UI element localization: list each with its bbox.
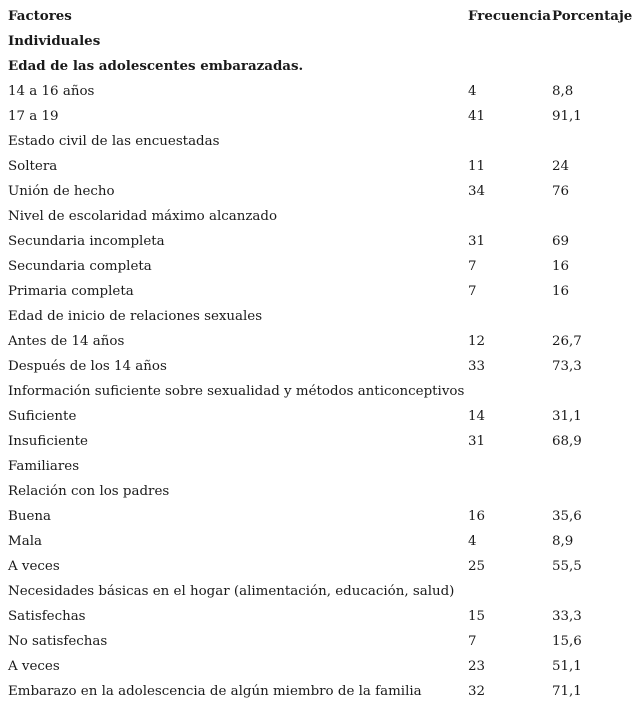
row-frequency: 34 [468, 184, 486, 199]
row-percent: 26,7 [552, 334, 582, 349]
table-row [0, 579, 636, 604]
row-label: Edad de inicio de relaciones sexuales [8, 309, 263, 324]
row-label: Unión de hecho [8, 184, 115, 199]
row-frequency: 14 [468, 409, 486, 424]
table-row [0, 479, 636, 504]
row-percent: 31,1 [552, 409, 582, 424]
table-row [0, 304, 636, 329]
row-label: Estado civil de las encuestadas [8, 134, 220, 149]
row-frequency: 11 [468, 159, 486, 174]
row-frequency: 16 [468, 509, 486, 524]
row-percent: 51,1 [552, 659, 582, 674]
row-label: Relación con los padres [8, 484, 170, 499]
table-row [0, 529, 636, 554]
table-header [0, 4, 636, 29]
row-label: Satisfechas [8, 609, 86, 624]
table-row [0, 129, 636, 154]
table-row [0, 229, 636, 254]
row-frequency: 7 [468, 259, 477, 274]
table-row [0, 54, 636, 79]
row-frequency: 25 [468, 559, 486, 574]
row-label: Buena [8, 509, 51, 524]
table-row [0, 404, 636, 429]
row-label: 14 a 16 años [8, 84, 95, 99]
table-row [0, 629, 636, 654]
table-row [0, 179, 636, 204]
table-row [0, 604, 636, 629]
row-frequency: 31 [468, 434, 486, 449]
row-label: Soltera [8, 159, 58, 174]
row-label: Suficiente [8, 409, 77, 424]
row-label: Mala [8, 534, 42, 549]
row-frequency: 15 [468, 609, 486, 624]
table-row [0, 554, 636, 579]
table-row [0, 654, 636, 679]
row-label: Necesidades básicas en el hogar (alimentación, educación, salud) [8, 584, 455, 599]
table-row [0, 29, 636, 54]
row-frequency: 7 [468, 284, 477, 299]
row-percent: 68,9 [552, 434, 582, 449]
row-label: A veces [8, 559, 60, 574]
row-percent: 15,6 [552, 634, 582, 649]
row-label: A veces [8, 659, 60, 674]
row-frequency: 12 [468, 334, 486, 349]
row-percent: 91,1 [552, 109, 582, 124]
table-row [0, 279, 636, 304]
row-label: Información suficiente sobre sexualidad y métodos anticonceptivos [8, 384, 465, 399]
row-percent: 69 [552, 234, 570, 249]
header-percent: Porcentaje [552, 8, 633, 24]
table-row [0, 79, 636, 104]
row-label: Familiares [8, 459, 80, 474]
factors-table [0, 4, 636, 704]
row-label: Secundaria incompleta [8, 234, 165, 249]
row-percent: 35,6 [552, 509, 582, 524]
row-percent: 76 [552, 184, 570, 199]
table-row [0, 504, 636, 529]
row-frequency: 23 [468, 659, 486, 674]
table-row [0, 379, 636, 404]
row-label: Individuales [8, 33, 101, 49]
row-percent: 8,9 [552, 534, 574, 549]
header-factors: Factores [8, 8, 72, 24]
row-label: Después de los 14 años [8, 359, 167, 374]
row-label: Insuficiente [8, 434, 88, 449]
row-label: Primaria completa [8, 284, 134, 299]
row-percent: 55,5 [552, 559, 582, 574]
row-label: 17 a 19 [8, 109, 59, 124]
row-percent: 8,8 [552, 84, 574, 99]
row-label: No satisfechas [8, 634, 108, 649]
row-percent: 16 [552, 284, 570, 299]
row-percent: 71,1 [552, 684, 582, 699]
table-row [0, 429, 636, 454]
table-body [0, 29, 636, 704]
row-frequency: 41 [468, 109, 486, 124]
row-label: Antes de 14 años [8, 334, 125, 349]
table-row [0, 204, 636, 229]
row-frequency: 4 [468, 534, 477, 549]
row-frequency: 7 [468, 634, 477, 649]
table-row [0, 329, 636, 354]
row-percent: 33,3 [552, 609, 582, 624]
row-percent: 24 [552, 159, 570, 174]
table-row [0, 104, 636, 129]
row-percent: 73,3 [552, 359, 582, 374]
row-label: Nivel de escolaridad máximo alcanzado [8, 209, 278, 224]
table-row [0, 254, 636, 279]
table-row [0, 679, 636, 704]
table-row [0, 354, 636, 379]
row-frequency: 31 [468, 234, 486, 249]
row-label: Secundaria completa [8, 259, 152, 274]
row-percent: 16 [552, 259, 570, 274]
header-frequency: Frecuencia [468, 8, 551, 24]
row-frequency: 4 [468, 84, 477, 99]
table-row [0, 454, 636, 479]
row-frequency: 32 [468, 684, 486, 699]
row-label: Embarazo en la adolescencia de algún miembro de la familia [8, 684, 422, 699]
table-row [0, 154, 636, 179]
row-label: Edad de las adolescentes embarazadas. [8, 58, 304, 74]
row-frequency: 33 [468, 359, 486, 374]
